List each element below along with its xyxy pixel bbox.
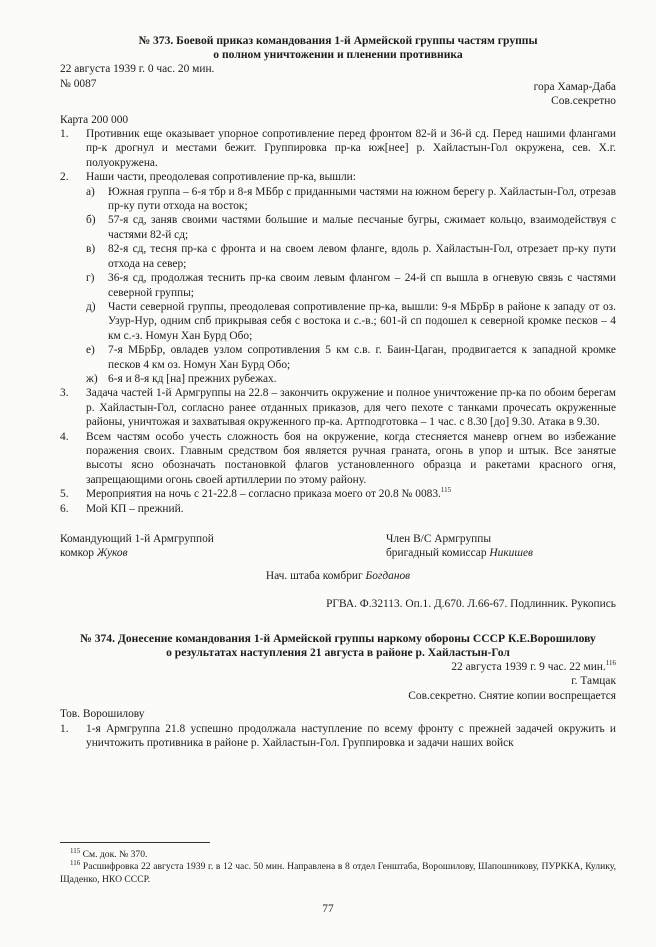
doc373-subitem-a: а) Южная группа – 6-я тбр и 8-я МБбр с приданными частями на южном берегу р. Хайластын-Гол, отрезав пр-ку пути отхода на восток; (86, 185, 616, 213)
doc373-item-4: 4. Всем частям особо учесть сложность боя на окружение, когда стесняется маневр огнем во избежание поражения своих. Главным средством боя является ручная граната, огонь в упор и штык. Все занятые высоты ясно обозначать постановкой флагов установленного образца и ракетами красного огня, запрещающими огонь своей артиллерии по этому району. (60, 430, 616, 486)
doc374-title-line2: о результатах наступления 21 августа в районе р. Хайластын-Гол (166, 645, 510, 659)
signature-left: Командующий 1-й Армгруппой комкор Жуков (60, 533, 214, 560)
doc373-subitem-b: б) 57-я сд, заняв своими частями большие и малые песчаные бугры, сжимает кольцо, взаимодействуя с частями 82-й сд; (86, 214, 616, 241)
signature-name-bogdanov: Богданов (365, 569, 411, 582)
doc373-place: гора Хамар-Даба (533, 80, 616, 93)
doc374-secrecy: Сов.секретно. Снятие копии воспрещается (408, 689, 616, 702)
footnote-ref-115: 115 (440, 486, 452, 495)
doc373-subitem-d: д) Части северной группы, преодолевая сопротивление пр-ка, вышли: 9-я МБрБр в районе к западу от оз. Узур-Нур, одним спб прикрывая себя с востока и с.-в.; 601-й сп подошел к северной кромке песков – 4 км с.-з. Номун Хан Бурд Обо; (86, 300, 616, 342)
doc374-items (60, 722, 616, 751)
doc373-subitem-e: е) 7-я МБрБр, овладев узлом сопротивления 5 км с.в. г. Баин-Цаган, продвигается к западной кромке песков 4 км оз. Номун Хан Бурд Обо; (86, 344, 616, 371)
doc374-place: г. Тамцак (571, 675, 616, 688)
doc373-item-5: 5. Мероприятия на ночь с 21-22.8 – согласно приказа моего от 20.8 № 0083.$^{115}$ (60, 486, 452, 501)
doc373-number-row (60, 77, 616, 94)
footnotes (60, 842, 616, 886)
doc374-date: 22 августа 1939 г. 9 час. 22 мин.$^{116}$ (451, 659, 616, 674)
doc374-title-line1: № 374. Донесение командования 1-й Армейской группы наркому обороны СССР К.Е.Ворошилову (80, 631, 596, 645)
doc373-subitem-g: г) 36-я сд, продолжая теснить пр-ка своим левым флангом – 24-й сп вышла в огневую связь с частями северной группы; (86, 272, 616, 299)
doc373-title (60, 34, 616, 62)
doc373-items (60, 127, 616, 516)
footnote-ref-116: 116 (605, 659, 616, 668)
doc373-subitem-v: в) 82-я сд, тесня пр-ка с фронта и на своем левом фланге, вдоль р. Хайластын-Гол, отрезает пр-ку пути отхода на север; (86, 243, 616, 270)
doc373-secrecy: Сов.секретно (551, 95, 616, 108)
doc374-item-1: 1. 1-я Армгруппа 21.8 успешно продолжала наступление по всему фронту с прежней задачей окружить и уничтожить противника в районе р. Хайластын-Гол. Группировка и задачи наших войск (60, 722, 616, 750)
doc373-title-line2: о полном уничтожении и пленении противника (213, 48, 463, 62)
doc374-addressee: Тов. Ворошилову (60, 708, 145, 721)
page-number: 77 (322, 903, 334, 915)
footnote-divider (60, 842, 210, 843)
signature-center: Нач. штаба комбриг Богданов (265, 569, 411, 582)
doc373-item-3: 3. Задача частей 1-й Армгруппы на 22.8 – закончить окружение и полное уничтожение пр-ка по обоим берегам р. Хайластын-Гол, согласно ранее отданных приказов, для чего пехоте с танками прочесать окруженные районы, уничтожая и захватывая окруженного пр-ка. Артподготовка – 1 час. с 8.30 [до] 9.30. Атака в 9.30. (60, 387, 616, 429)
page-content (60, 34, 616, 750)
doc373-subitems (86, 185, 616, 387)
doc373-archive: РГВА. Ф.32113. Оп.1. Д.670. Л.66-67. Подлинник. Рукопись (326, 598, 616, 611)
doc373-title-line1: № 373. Боевой приказ командования 1-й Армейской группы частям группы (138, 34, 538, 47)
doc373-number: № 0087 (60, 77, 97, 90)
signature-name-zhukov: Жуков (96, 547, 128, 560)
footnote-116: $^{116}$ Расшифровка 22 августа 1939 г. в 12 час. 50 мин. Направлена в 8 отдел Генштаба, Ворошилову, Шапошникову, ПУРККА, Кулику, Щаденко, НКО СССР. (60, 859, 616, 885)
footnote-115: $^{115}$ См. док. № 370. (70, 846, 148, 860)
signature-right: Член В/С Армгруппы бригадный комиссар Никишев (386, 533, 533, 560)
doc373-item-2: 2. Наши части, преодолевая сопротивление пр-ка, вышли: а) Южная группа – 6-я тбр и 8-я МБбр с приданными частями на южном берегу р. Хайластын-Гол, отрезав пр-ку пути отхода на восток; б) 57-я сд, заняв своими частями большие и малые песчаные бугры, сжимает кольцо, взаимодействуя с частями 82-й сд; в) 82-я сд, тесня пр-ка с фронта и на своем левом фланге, вдоль р. Хайластын-Гол, отрезает пр-ку пути отхода на север; г) 36-я сд, продолжая теснить пр-ка своим левым флангом – 24-й сп вышла в огневую связь с частями северной группы; д) Части северной группы, преодолевая сопротивление пр-ка, вышли: 9-я МБрБр в районе к западу от оз. Узур-Нур, одним спб прикрывая себя с востока и с.-в.; 601-й сп подошел к северной кромке песков – 4 км с.-з. Номун Хан Бурд Обо; е) 7-я МБрБр, овладев узлом сопротивления 5 км с.в. г. Баин-Цаган, продвигается к западной кромке песков 4 км оз. Номун Хан Бурд Обо; ж) 6-я и 8-я кд [на] прежних рубежах. (60, 171, 616, 385)
doc374-title (60, 632, 616, 660)
doc373-item-6: 6. Мой КП – прежний. (60, 502, 184, 515)
doc373-date: 22 августа 1939 г. 0 час. 20 мин. (60, 63, 215, 76)
doc373-signatures (60, 532, 616, 561)
doc373-map: Карта 200 000 (60, 113, 129, 126)
signature-name-nikishev: Никишев (489, 547, 533, 560)
doc373-item-1: 1. Противник еще оказывает упорное сопротивление перед фронтом 82-й и 36-й сд. Перед нашими флангами пр-к дрогнул и местами бежит. Группировка пр-ка юж[нее] р. Хайластын-Гол окружена, сев. Х.г. полуокружена. (60, 128, 616, 169)
doc373-subitem-zh: ж) 6-я и 8-я кд [на] прежних рубежах. (86, 372, 277, 385)
